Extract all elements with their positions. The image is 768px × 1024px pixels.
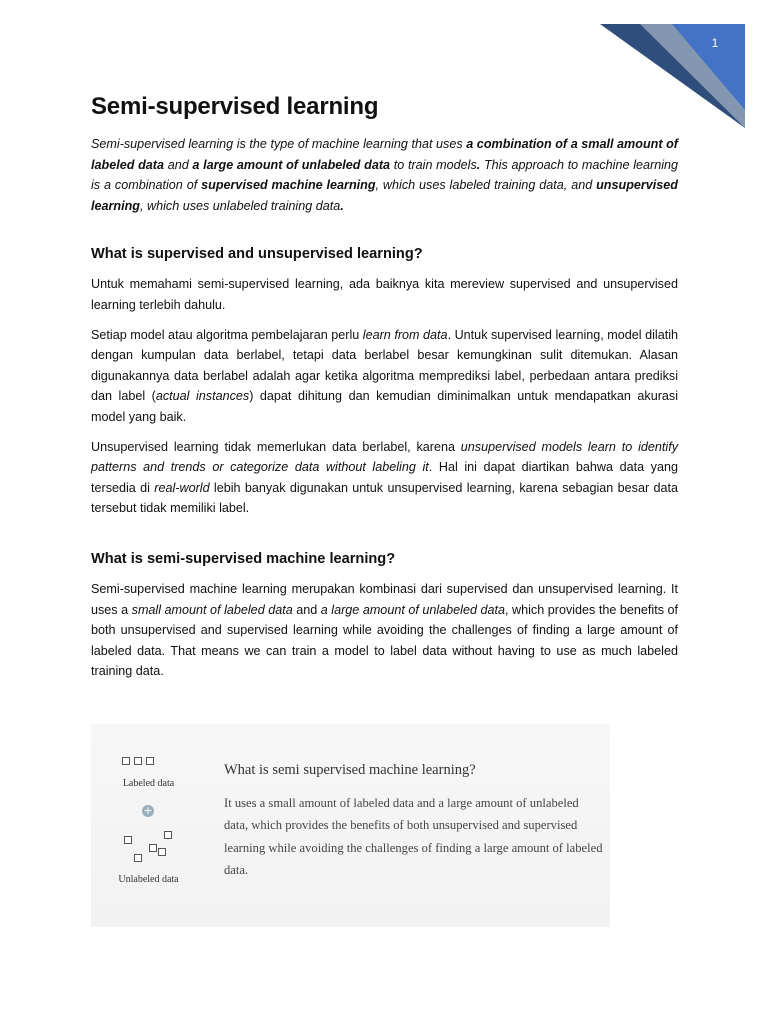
- unlabeled-square: [164, 831, 172, 839]
- intro-paragraph: [91, 134, 678, 216]
- labeled-square: [134, 757, 142, 765]
- paragraph-text: ) dapat dihitung dan kemudian diminimalkan untuk mendapatkan akurasi model yang baik.: [91, 389, 679, 424]
- paragraph: [91, 325, 678, 428]
- paragraph-text: and: [292, 602, 321, 617]
- italic-term: a large amount of unlabeled data: [320, 602, 506, 617]
- italic-term: real-world: [154, 480, 210, 495]
- paragraph-text: Setiap model atau algoritma pembelajaran perlu: [91, 327, 363, 342]
- intro-emphasis: .: [476, 157, 481, 172]
- paragraph-text: Semi-supervised machine learning merupakan kombinasi dari supervised dan unsupervised learning. It uses a: [91, 581, 678, 617]
- intro-text: This approach to machine learning is a combination of: [91, 157, 679, 193]
- labeled-data-squares: [122, 757, 154, 765]
- embedded-figure: [91, 724, 610, 927]
- intro-text: and: [164, 157, 193, 172]
- italic-term: unsupervised models learn to identify patterns and trends or categorize data without labeling it: [91, 439, 678, 475]
- paragraph-text: . Untuk supervised learning, model dilatih dengan kumpulan data berlabel, tetapi data berlabel besar kemungkinan sulit ditemukan. Alasan digunakannya data berlabel adalah agar ketika algoritma memprediksi label, perbedaan antara prediksi dan label (: [91, 327, 679, 404]
- intro-emphasis: a large amount of unlabeled data: [192, 157, 391, 172]
- unlabeled-square: [134, 854, 142, 862]
- intro-emphasis: supervised machine learning: [201, 178, 376, 193]
- paragraph-text: Unsupervised learning tidak memerlukan data berlabel, karena: [91, 439, 461, 454]
- intro-text: , which uses labeled training data, and: [375, 178, 597, 193]
- intro-text: to train models: [390, 157, 477, 172]
- paragraph: Untuk memahami semi-supervised learning, ada baiknya kita mereview supervised and unsupervised learning terlebih dahulu.: [91, 277, 678, 312]
- intro-text: , which uses unlabeled training data: [140, 198, 341, 213]
- figure-data-diagram: [91, 724, 206, 927]
- unlabeled-square: [124, 836, 132, 844]
- intro-emphasis: .: [340, 198, 344, 213]
- figure-text: It uses a small amount of labeled data and a large amount of unlabeled data, which provides the benefits of both unsupervised and supervised learning while avoiding the challenges of finding a large amount of labeled data.: [224, 796, 603, 878]
- labeled-square: [146, 757, 154, 765]
- page-number: 1: [711, 36, 719, 50]
- italic-term: actual instances: [155, 389, 250, 404]
- paragraph-text: lebih banyak digunakan untuk unsupervised learning, karena sebagian besar data tersebut tidak memiliki label.: [91, 480, 679, 516]
- plus-icon: +: [143, 804, 153, 817]
- intro-emphasis: unsupervised learning: [91, 178, 678, 213]
- unlabeled-square: [149, 844, 157, 852]
- intro-text: Semi-supervised learning is the type of machine learning that uses: [91, 137, 467, 151]
- document-title: Semi-supervised learning: [91, 93, 379, 120]
- italic-term: small amount of labeled data: [131, 602, 293, 617]
- unlabeled-data-label: Unlabeled data: [118, 874, 179, 885]
- paragraph: [91, 579, 678, 682]
- labeled-square: [122, 757, 130, 765]
- section-heading-supervised: What is supervised and unsupervised learning?: [91, 246, 423, 263]
- paragraph: [91, 437, 678, 519]
- section-heading-semi-supervised: What is semi-supervised machine learning?: [91, 550, 396, 567]
- figure-title: What is semi supervised machine learning?: [224, 762, 476, 778]
- italic-term: learn from data: [362, 327, 448, 342]
- paragraph-text: . Hal ini dapat diartikan bahwa data yang tersedia di: [91, 460, 678, 495]
- unlabeled-square: [158, 848, 166, 856]
- intro-emphasis: a combination of a small amount of labeled data: [91, 137, 678, 172]
- paragraph-text: , which provides the benefits of both unsupervised and supervised learning while avoiding the challenges of finding a large amount of labeled data. That means we can train a model to label data without having to use as much labeled training data.: [91, 602, 679, 679]
- labeled-data-label: Labeled data: [122, 778, 175, 789]
- document-body: [91, 93, 678, 682]
